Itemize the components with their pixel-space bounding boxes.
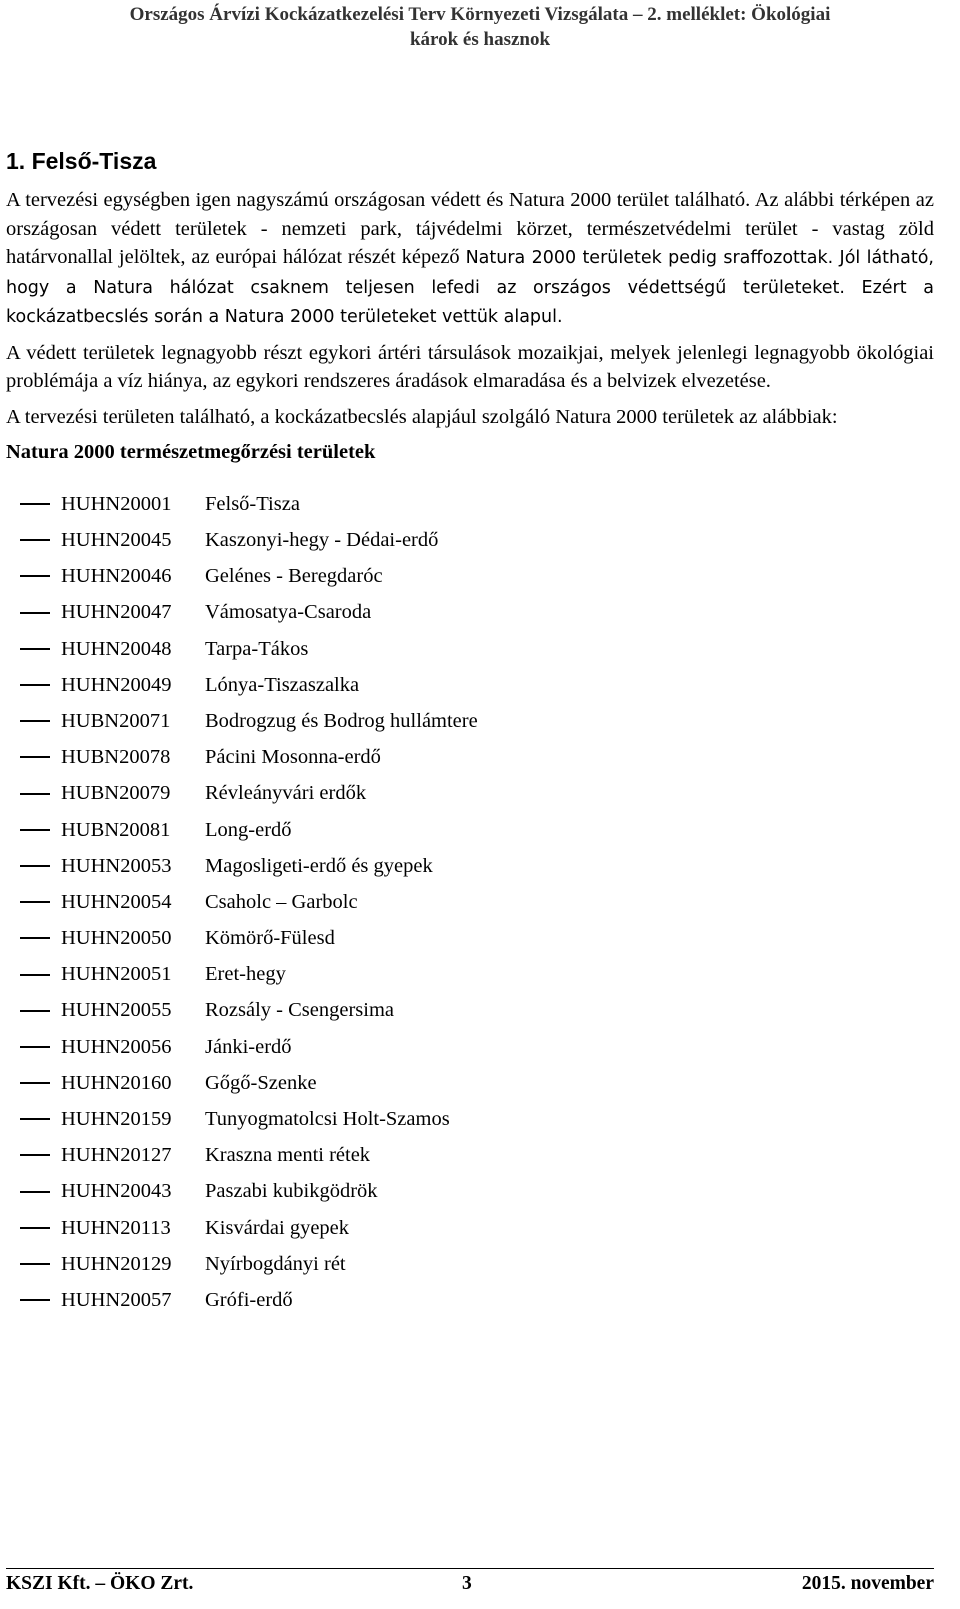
site-code: HUHN20046 [61, 565, 172, 588]
dash-bullet-icon [20, 1010, 50, 1012]
page-footer [0, 1568, 960, 1609]
list-item [6, 486, 934, 522]
dash-bullet-icon [20, 684, 50, 686]
list-item [6, 812, 934, 848]
footer-divider [6, 1568, 934, 1569]
dash-bullet-icon [20, 937, 50, 939]
site-name: Csaholc – Garbolc [205, 890, 358, 913]
sites-intro-paragraph: A tervezési területen található, a kockázatbecslés alapjául szolgáló Natura 2000 területek az alábbiak: [6, 405, 838, 428]
dash-bullet-icon [20, 865, 50, 867]
site-code: HUHN20054 [61, 890, 172, 913]
dash-bullet-icon [20, 793, 50, 795]
site-code: HUBN20071 [61, 709, 171, 732]
site-name: Tarpa-Tákos [205, 637, 309, 660]
list-item [6, 703, 934, 739]
intro-paragraph-text-continued: Natura 2000 területek pedig sraffozottak. Jól látható, hogy a Natura hálózat csaknem teljesen lefedi az országos védettségű területeket. Ezért a kockázatbecslés során a Natura 2000 területeket vettük alapul. [6, 248, 934, 327]
dash-bullet-icon [20, 575, 50, 577]
site-code: HUHN20048 [61, 637, 172, 660]
page-number: 3 [462, 1573, 472, 1594]
site-name: Nyírbogdányi rét [205, 1252, 346, 1275]
dash-bullet-icon [20, 539, 50, 541]
habitat-paragraph: A védett területek legnagyobb részt egykori ártéri társulások mozaikjai, melyek jelenlegi legnagyobb ökológiai problémája a víz hiánya, az egykori rendszeres áradások elmaradása és a belvizek elvezetése. [6, 341, 934, 392]
site-name: Gőgő-Szenke [205, 1071, 317, 1094]
dash-bullet-icon [20, 1082, 50, 1084]
dash-bullet-icon [20, 1227, 50, 1229]
site-code: HUBN20079 [61, 782, 171, 805]
site-name: Pácini Mosonna-erdő [205, 746, 381, 769]
header-line-1: Országos Árvízi Kockázatkezelési Terv Környezeti Vizsgálata – 2. melléklet: Ökológiai [129, 4, 831, 25]
site-name: Vámosatya-Csaroda [205, 601, 372, 624]
dash-bullet-icon [20, 1299, 50, 1301]
site-name: Lónya-Tiszaszalka [205, 673, 360, 696]
site-name: Rozsály - Csengersima [205, 999, 395, 1022]
site-name: Kaszonyi-hegy - Dédai-erdő [205, 529, 439, 552]
list-item [6, 1029, 934, 1065]
site-code: HUHN20050 [61, 927, 172, 950]
site-name: Kraszna menti rétek [205, 1144, 371, 1167]
footer-date: 2015. november [801, 1573, 934, 1594]
intro-paragraph [6, 186, 934, 332]
site-name: Grófi-erdő [205, 1288, 293, 1311]
list-item [6, 1246, 934, 1282]
site-code: HUHN20127 [61, 1144, 172, 1167]
list-item [6, 595, 934, 631]
dash-bullet-icon [20, 503, 50, 505]
site-code: HUHN20053 [61, 854, 172, 877]
list-item [6, 1137, 934, 1173]
footer-authors: KSZI Kft. – ÖKO Zrt. [6, 1573, 194, 1594]
site-name: Kisvárdai gyepek [205, 1216, 350, 1239]
site-code: HUHN20051 [61, 963, 172, 986]
dash-bullet-icon [20, 720, 50, 722]
list-item [6, 1282, 934, 1318]
site-name: Felső-Tisza [205, 492, 300, 515]
site-name: Long-erdő [205, 818, 292, 841]
site-code: HUBN20078 [61, 746, 171, 769]
list-item [6, 631, 934, 667]
site-name: Révleányvári erdők [205, 782, 367, 805]
site-name: Jánki-erdő [205, 1035, 292, 1058]
list-item [6, 1210, 934, 1246]
site-code: HUHN20043 [61, 1180, 172, 1203]
site-name: Kömörő-Fülesd [205, 927, 335, 950]
list-item [6, 848, 934, 884]
natura-site-list [6, 486, 934, 1318]
dash-bullet-icon [20, 1154, 50, 1156]
document-body [6, 186, 934, 1318]
dash-bullet-icon [20, 612, 50, 614]
site-name: Magosligeti-erdő és gyepek [205, 854, 433, 877]
dash-bullet-icon [20, 1263, 50, 1265]
list-item [6, 1174, 934, 1210]
site-code: HUHN20160 [61, 1071, 172, 1094]
list-item [6, 558, 934, 594]
dash-bullet-icon [20, 756, 50, 758]
site-code: HUHN20049 [61, 673, 172, 696]
dash-bullet-icon [20, 974, 50, 976]
site-code: HUHN20159 [61, 1108, 172, 1131]
list-item [6, 739, 934, 775]
site-code: HUHN20056 [61, 1035, 172, 1058]
list-item [6, 1065, 934, 1101]
dash-bullet-icon [20, 648, 50, 650]
site-code: HUBN20081 [61, 818, 171, 841]
list-item [6, 920, 934, 956]
intro-paragraph-text: A tervezési egységben igen nagyszámú országosan védett és Natura 2000 terület található. Az alábbi térképen az országosan védett területek - nemzeti park, tájvédelmi körzet, természetvédelmi terület - vastag zöld határvonallal jelöltek, az európai hálózat részét képező [6, 189, 934, 268]
site-code: HUHN20057 [61, 1288, 172, 1311]
dash-bullet-icon [20, 1118, 50, 1120]
site-code: HUHN20129 [61, 1252, 172, 1275]
dash-bullet-icon [20, 829, 50, 831]
page-header [0, 2, 960, 52]
list-item [6, 522, 934, 558]
site-code: HUHN20055 [61, 999, 172, 1022]
list-item [6, 884, 934, 920]
site-name: Paszabi kubikgödrök [205, 1180, 378, 1203]
list-item [6, 956, 934, 992]
list-item [6, 993, 934, 1029]
site-name: Eret-hegy [205, 963, 286, 986]
site-name: Bodrogzug és Bodrog hullámtere [205, 709, 478, 732]
site-code: HUHN20047 [61, 601, 172, 624]
list-item [6, 667, 934, 703]
dash-bullet-icon [20, 1191, 50, 1193]
site-code: HUHN20113 [61, 1216, 171, 1239]
site-code: HUHN20045 [61, 529, 172, 552]
list-item [6, 776, 934, 812]
natura-list-heading: Natura 2000 természetmegőrzési területek [6, 441, 376, 463]
header-line-2: károk és hasznok [409, 29, 551, 50]
site-name: Tunyogmatolcsi Holt-Szamos [205, 1108, 450, 1131]
site-code: HUHN20001 [61, 492, 172, 515]
dash-bullet-icon [20, 901, 50, 903]
list-item [6, 1101, 934, 1137]
site-name: Gelénes - Beregdaróc [205, 565, 383, 588]
section-title: 1. Felső-Tisza [6, 148, 157, 174]
dash-bullet-icon [20, 1046, 50, 1048]
